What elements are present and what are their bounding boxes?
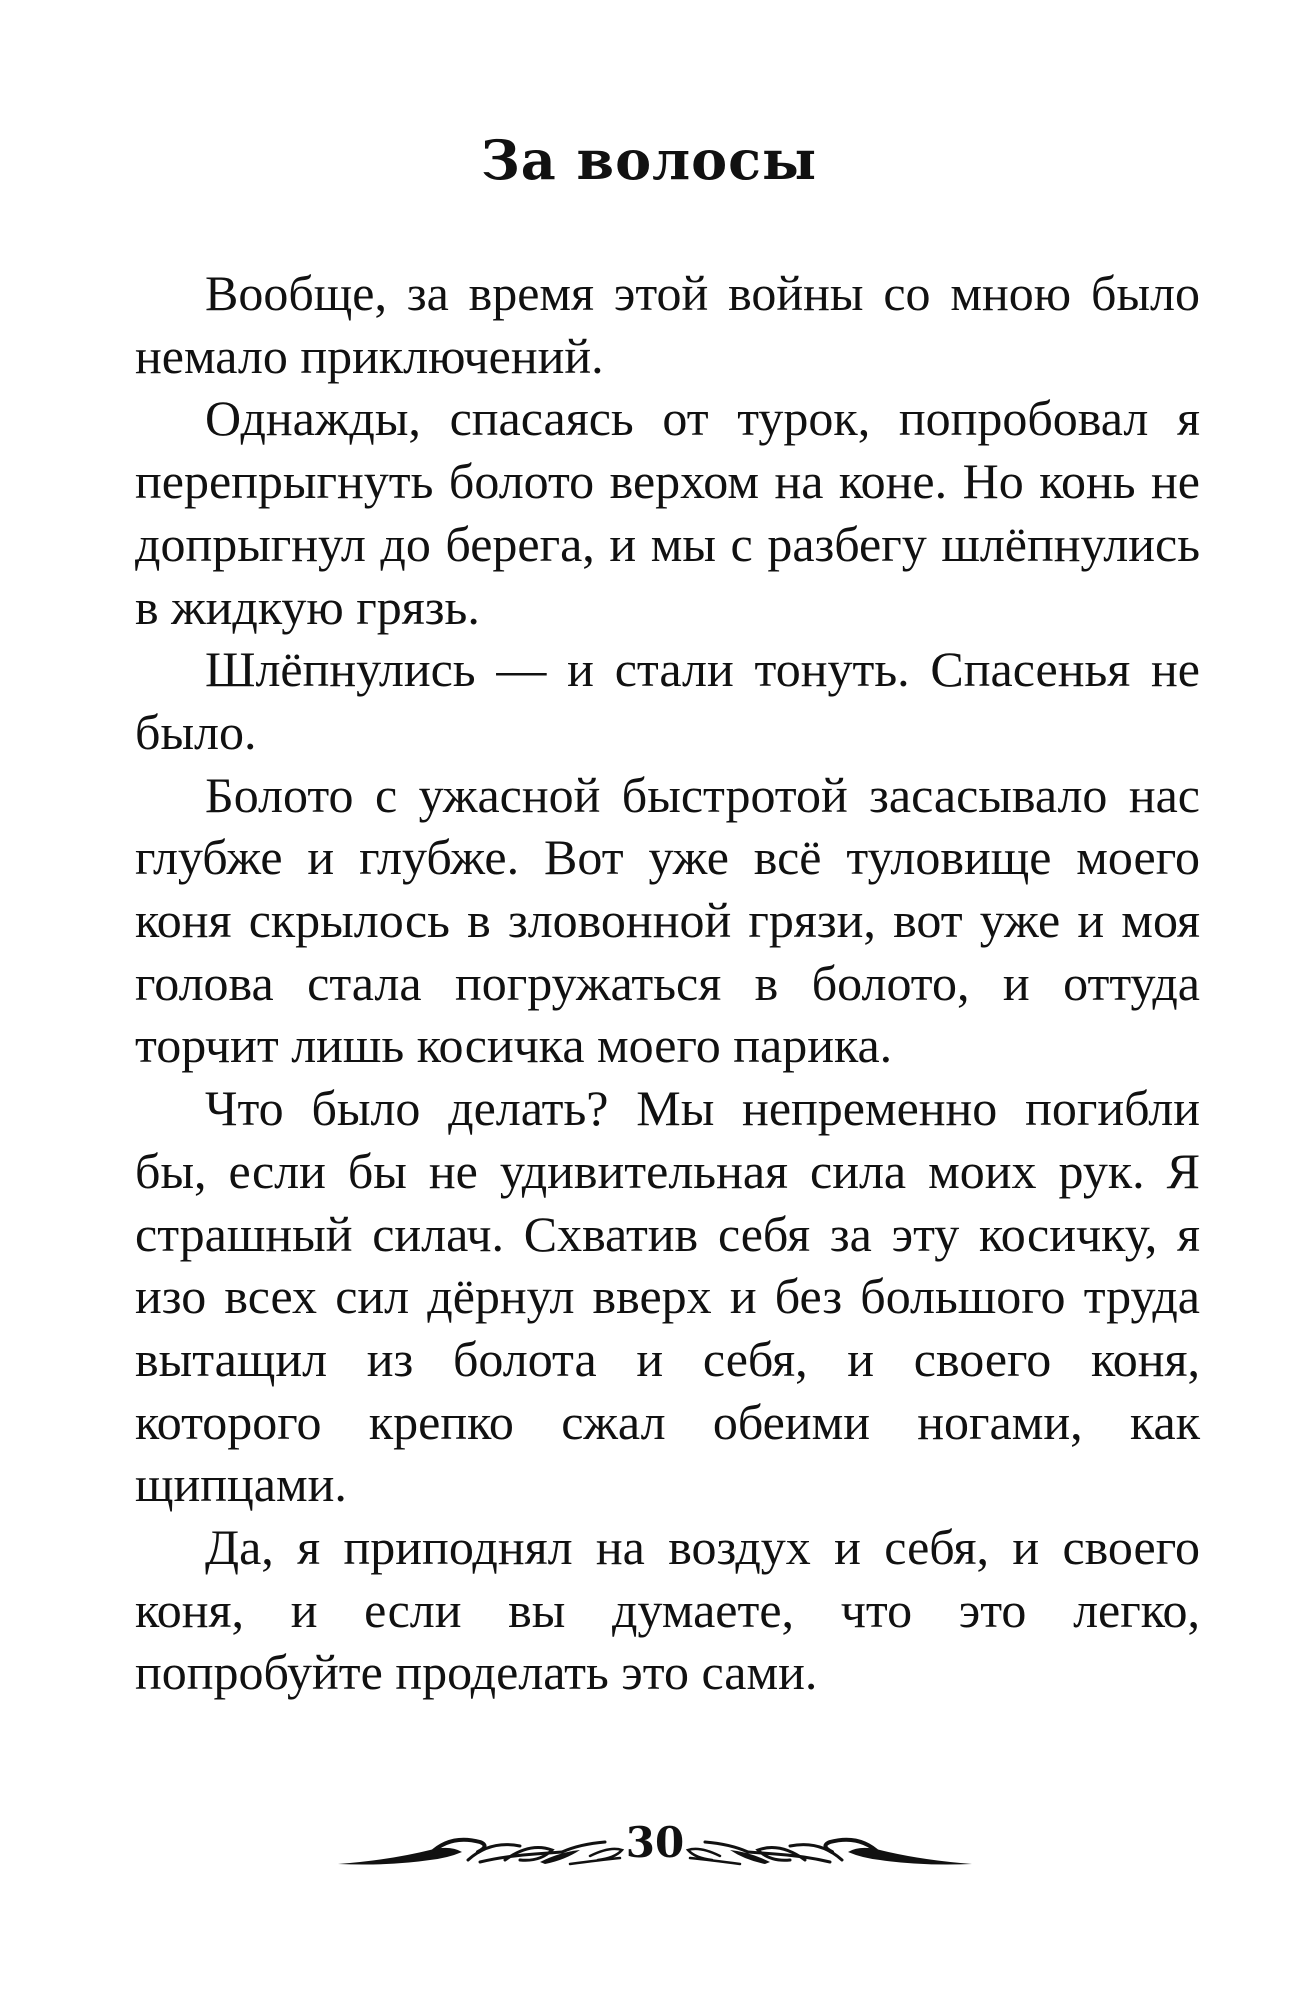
paragraph-1: Вообще, за время этой войны со мною было немало приключений. (135, 265, 1200, 384)
paragraph-6: Да, я приподнял на воздух и себя, и своего коня, и если вы думаете, что это легко, попробуйте проделать это сами. (135, 1519, 1200, 1701)
chapter-title: За волосы (480, 128, 818, 192)
page-footer (330, 1816, 980, 1876)
paragraph-5: Что было делать? Мы непременно погибли бы, если бы не удивительная сила моих рук. Я страшный силач. Схватив себя за эту косичку, я изо всех сил дёрнул вверх и без большого труда вытащил из болота и себя, и своего коня, которого крепко сжал обеими ногами, как щипцами. (135, 1080, 1200, 1513)
paragraph-4: Болото с ужасной быстротой засасывало нас глубже и глубже. Вот уже всё туловище моего коня скрылось в зловонной грязи, вот уже и моя голова стала погружаться в болото, и оттуда торчит лишь косичка моего парика. (135, 766, 1200, 1074)
paragraph-2: Однажды, спасаясь от турок, попробовал я перепрыгнуть болото верхом на коне. Но конь не допрыгнул до берега, и мы с разбегу шлёпнулись в жидкую грязь. (135, 390, 1200, 635)
page-number: 30 (625, 1818, 685, 1867)
paragraph-3: Шлёпнулись — и стали тонуть. Спасенья не было. (135, 641, 1200, 760)
chapter-text (135, 262, 1200, 1704)
